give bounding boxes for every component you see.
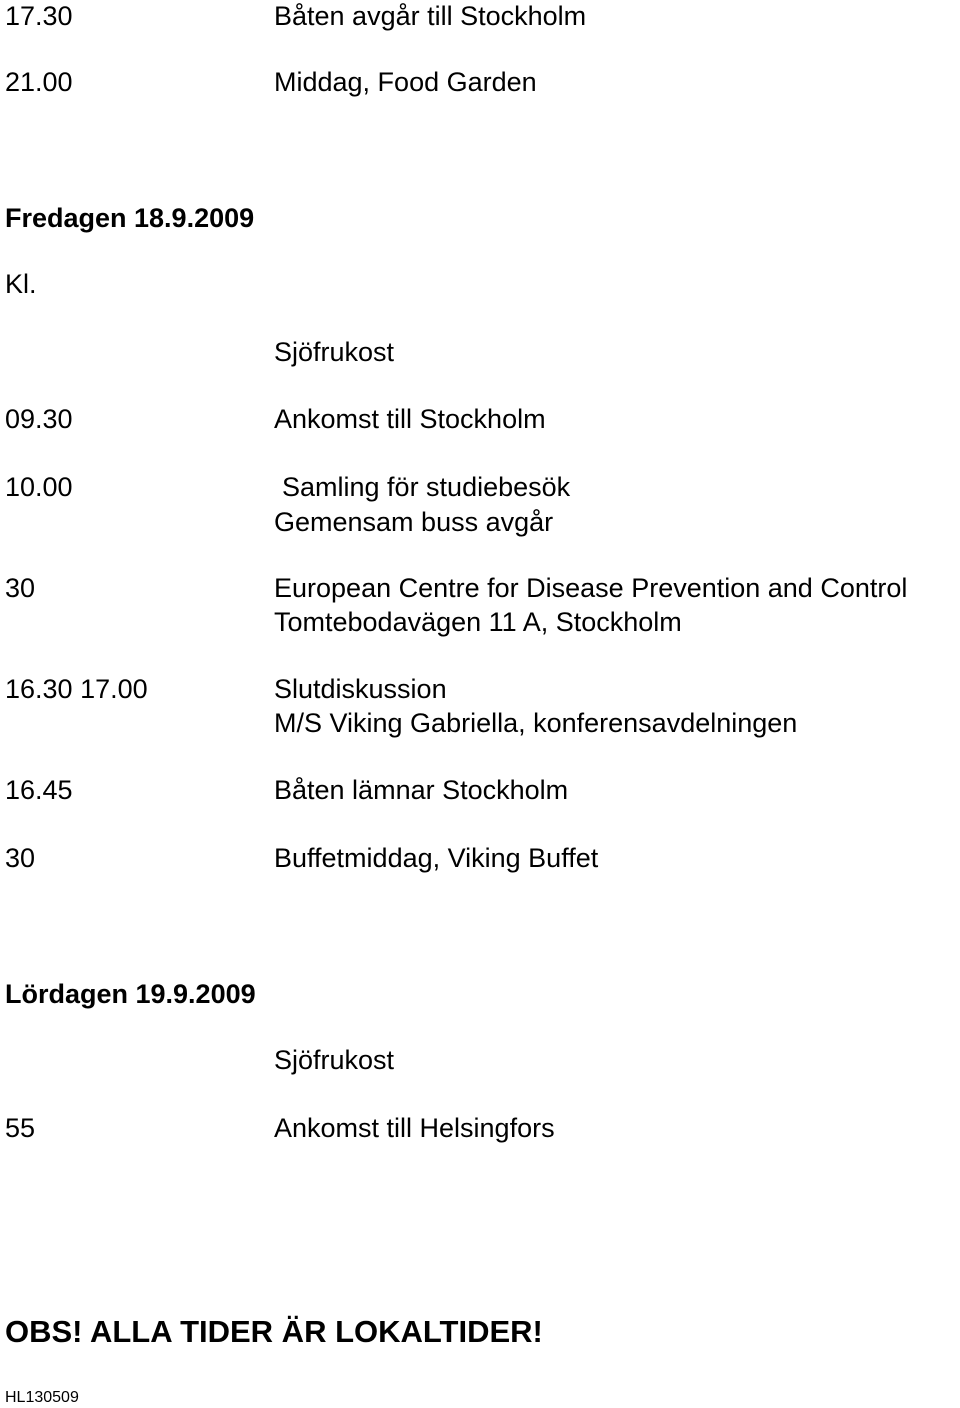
event-ecdc-address: Tomtebodavägen 11 A, Stockholm: [274, 607, 682, 637]
saturday-breakfast: Sjöfrukost: [274, 1045, 395, 1075]
event-ecdc: European Centre for Disease Prevention and Control: [274, 573, 908, 603]
document-code: HL130509: [5, 1389, 79, 1406]
event-final-discussion: Slutdiskussion: [274, 674, 447, 704]
event-bus: Gemensam buss avgår: [274, 507, 554, 537]
time-1645: 16.45: [5, 775, 73, 805]
event-arrival-helsinki: Ankomst till Helsingfors: [274, 1113, 555, 1143]
time-2100: 21.00: [5, 67, 73, 97]
event-boat-departs: Båten avgår till Stockholm: [274, 1, 587, 31]
time-1630-1700: 16.30 17.00: [5, 674, 148, 704]
friday-breakfast: Sjöfrukost: [274, 337, 395, 367]
time-0930: 09.30: [5, 404, 73, 434]
event-gathering: Samling för studiebesök: [282, 472, 571, 502]
time-55: 55: [5, 1113, 36, 1143]
time-1000: 10.00: [5, 472, 73, 502]
time-1730: 17.30: [5, 1, 73, 31]
event-arrival-stockholm: Ankomst till Stockholm: [274, 404, 546, 434]
friday-heading: Fredagen 18.9.2009: [5, 203, 255, 233]
event-discussion-location: M/S Viking Gabriella, konferensavdelningen: [274, 708, 798, 738]
time-30-ecdc: 30: [5, 573, 36, 603]
time-30-buffet: 30: [5, 843, 36, 873]
event-boat-leaves: Båten lämnar Stockholm: [274, 775, 569, 805]
local-time-notice: OBS! ALLA TIDER ÄR LOKALTIDER!: [5, 1314, 543, 1349]
kl-label: Kl.: [5, 269, 37, 299]
saturday-heading: Lördagen 19.9.2009: [5, 979, 256, 1009]
event-buffet: Buffetmiddag, Viking Buffet: [274, 843, 599, 873]
event-dinner: Middag, Food Garden: [274, 67, 537, 97]
